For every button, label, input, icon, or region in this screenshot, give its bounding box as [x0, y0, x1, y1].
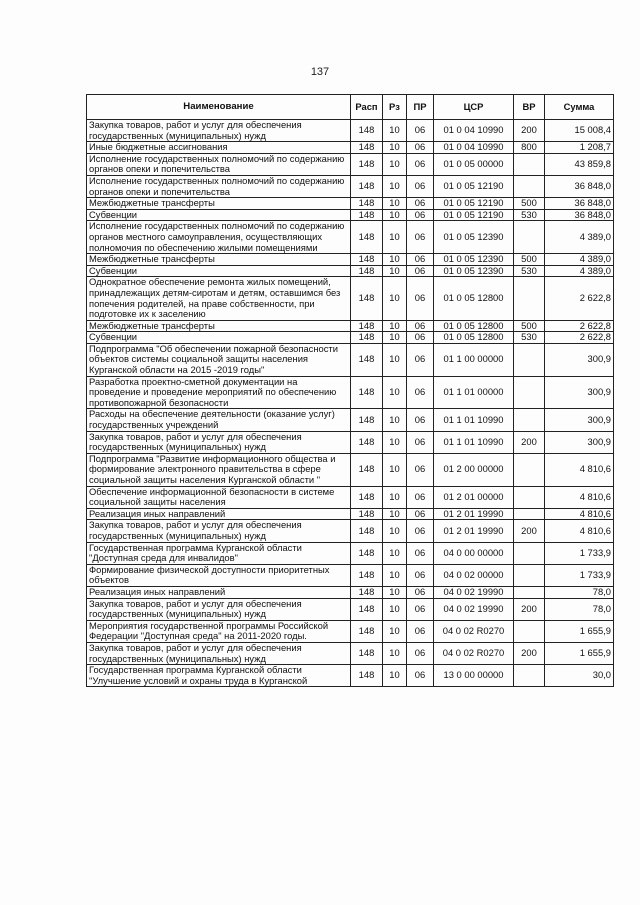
cell-rz: 10	[383, 409, 407, 431]
cell-sum: 4 810,6	[545, 508, 614, 520]
cell-csr: 01 1 01 00000	[434, 376, 514, 409]
cell-vr	[514, 453, 545, 486]
table-row	[87, 431, 614, 453]
cell-rasp: 148	[351, 198, 383, 210]
cell-csr: 04 0 02 19990	[434, 586, 514, 598]
cell-pr: 06	[407, 642, 434, 664]
cell-rasp: 148	[351, 332, 383, 344]
cell-rz: 10	[383, 620, 407, 642]
cell-rasp: 148	[351, 277, 383, 320]
cell-sum: 4 810,6	[545, 453, 614, 486]
cell-rz: 10	[383, 175, 407, 197]
cell-sum: 4 389,0	[545, 221, 614, 254]
cell-rasp: 148	[351, 486, 383, 508]
cell-vr: 530	[514, 209, 545, 221]
header-sum: Сумма	[545, 95, 614, 120]
cell-rz: 10	[383, 265, 407, 277]
cell-pr: 06	[407, 431, 434, 453]
cell-vr	[514, 508, 545, 520]
cell-sum: 1 655,9	[545, 620, 614, 642]
cell-csr: 01 2 00 00000	[434, 453, 514, 486]
cell-rasp: 148	[351, 120, 383, 142]
cell-rz: 10	[383, 120, 407, 142]
cell-pr: 06	[407, 520, 434, 542]
cell-vr	[514, 586, 545, 598]
cell-sum: 43 859,8	[545, 153, 614, 175]
table-header-row	[87, 95, 614, 120]
table-row	[87, 453, 614, 486]
cell-sum: 30,0	[545, 665, 614, 687]
cell-name: Государственная программа Курганской области "Улучшение условий и охраны труда в Курганской	[87, 665, 351, 687]
table-row	[87, 153, 614, 175]
cell-pr: 06	[407, 153, 434, 175]
cell-rasp: 148	[351, 153, 383, 175]
cell-csr: 04 0 02 R0270	[434, 620, 514, 642]
cell-sum: 300,9	[545, 409, 614, 431]
cell-name: Межбюджетные трансферты	[87, 254, 351, 266]
cell-pr: 06	[407, 254, 434, 266]
cell-csr: 01 0 05 12190	[434, 198, 514, 210]
table-row	[87, 564, 614, 586]
cell-csr: 04 0 02 R0270	[434, 642, 514, 664]
cell-name: Однократное обеспечение ремонта жилых помещений, принадлежащих детям-сиротам и детям, оставшимся без попечения родителей, на праве собственности, при подготовке их к заселению	[87, 277, 351, 320]
cell-csr: 01 1 01 10990	[434, 431, 514, 453]
cell-name: Государственная программа Курганской области "Доступная среда для инвалидов"	[87, 542, 351, 564]
cell-vr: 200	[514, 431, 545, 453]
cell-rasp: 148	[351, 343, 383, 376]
cell-rz: 10	[383, 198, 407, 210]
cell-sum: 1 655,9	[545, 642, 614, 664]
table-row	[87, 508, 614, 520]
cell-pr: 06	[407, 277, 434, 320]
cell-pr: 06	[407, 564, 434, 586]
cell-vr: 200	[514, 520, 545, 542]
cell-csr: 01 0 05 00000	[434, 153, 514, 175]
cell-rz: 10	[383, 642, 407, 664]
cell-vr: 500	[514, 198, 545, 210]
cell-sum: 300,9	[545, 343, 614, 376]
budget-table	[86, 94, 614, 687]
table-body	[87, 120, 614, 687]
cell-rasp: 148	[351, 142, 383, 154]
cell-name: Субвенции	[87, 265, 351, 277]
cell-name: Закупка товаров, работ и услуг для обеспечения государственных (муниципальных) нужд	[87, 520, 351, 542]
table-row	[87, 343, 614, 376]
cell-rasp: 148	[351, 320, 383, 332]
cell-sum: 36 848,0	[545, 209, 614, 221]
cell-rz: 10	[383, 453, 407, 486]
cell-vr	[514, 277, 545, 320]
cell-vr: 200	[514, 598, 545, 620]
cell-vr	[514, 376, 545, 409]
table-row	[87, 142, 614, 154]
cell-sum: 4 389,0	[545, 265, 614, 277]
table-row	[87, 175, 614, 197]
cell-rz: 10	[383, 221, 407, 254]
cell-sum: 36 848,0	[545, 175, 614, 197]
cell-vr	[514, 153, 545, 175]
table-row	[87, 320, 614, 332]
cell-name: Реализация иных направлений	[87, 508, 351, 520]
table-row	[87, 486, 614, 508]
cell-name: Субвенции	[87, 332, 351, 344]
table-row	[87, 209, 614, 221]
table-row	[87, 598, 614, 620]
cell-rz: 10	[383, 542, 407, 564]
cell-name: Исполнение государственных полномочий по содержанию органов опеки и попечительства	[87, 153, 351, 175]
cell-pr: 06	[407, 542, 434, 564]
cell-rasp: 148	[351, 209, 383, 221]
cell-vr	[514, 175, 545, 197]
table-row	[87, 120, 614, 142]
header-rz: Рз	[383, 95, 407, 120]
cell-sum: 2 622,8	[545, 332, 614, 344]
cell-name: Закупка товаров, работ и услуг для обеспечения государственных (муниципальных) нужд	[87, 431, 351, 453]
cell-sum: 2 622,8	[545, 277, 614, 320]
cell-name: Обеспечение информационной безопасности в системе социальной защиты населения	[87, 486, 351, 508]
table-row	[87, 376, 614, 409]
cell-pr: 06	[407, 265, 434, 277]
cell-name: Исполнение государственных полномочий по содержанию органов местного самоуправления, осуществляющих полномочия по обеспечению жилыми помещениями	[87, 221, 351, 254]
table-row	[87, 221, 614, 254]
cell-name: Межбюджетные трансферты	[87, 198, 351, 210]
table-row	[87, 520, 614, 542]
cell-csr: 01 0 04 10990	[434, 120, 514, 142]
cell-rasp: 148	[351, 586, 383, 598]
cell-rz: 10	[383, 520, 407, 542]
table-row	[87, 409, 614, 431]
cell-vr: 530	[514, 265, 545, 277]
cell-name: Закупка товаров, работ и услуг для обеспечения государственных (муниципальных) нужд	[87, 642, 351, 664]
cell-sum: 4 810,6	[545, 520, 614, 542]
cell-rasp: 148	[351, 254, 383, 266]
header-csr: ЦСР	[434, 95, 514, 120]
table-row	[87, 542, 614, 564]
cell-rz: 10	[383, 209, 407, 221]
cell-name: Расходы на обеспечение деятельности (оказание услуг) государственных учреждений	[87, 409, 351, 431]
header-rasp: Расп	[351, 95, 383, 120]
cell-vr	[514, 620, 545, 642]
cell-csr: 04 0 02 00000	[434, 564, 514, 586]
cell-sum: 300,9	[545, 376, 614, 409]
cell-sum: 1 733,9	[545, 542, 614, 564]
cell-rz: 10	[383, 332, 407, 344]
cell-csr: 04 0 02 19990	[434, 598, 514, 620]
cell-pr: 06	[407, 332, 434, 344]
cell-rz: 10	[383, 598, 407, 620]
cell-vr	[514, 542, 545, 564]
cell-csr: 01 0 05 12390	[434, 254, 514, 266]
cell-csr: 01 0 05 12390	[434, 265, 514, 277]
cell-rasp: 148	[351, 376, 383, 409]
cell-csr: 01 0 05 12800	[434, 277, 514, 320]
cell-sum: 15 008,4	[545, 120, 614, 142]
cell-rasp: 148	[351, 453, 383, 486]
cell-csr: 01 0 05 12190	[434, 209, 514, 221]
cell-csr: 01 0 05 12800	[434, 332, 514, 344]
cell-name: Реализация иных направлений	[87, 586, 351, 598]
cell-rasp: 148	[351, 520, 383, 542]
cell-vr	[514, 564, 545, 586]
cell-rz: 10	[383, 486, 407, 508]
page-number: 137	[310, 66, 330, 78]
cell-sum: 78,0	[545, 598, 614, 620]
cell-csr: 01 1 01 10990	[434, 409, 514, 431]
cell-vr	[514, 486, 545, 508]
cell-pr: 06	[407, 209, 434, 221]
cell-rasp: 148	[351, 620, 383, 642]
cell-name: Исполнение государственных полномочий по содержанию органов опеки и попечительства	[87, 175, 351, 197]
cell-vr	[514, 221, 545, 254]
table-row	[87, 586, 614, 598]
cell-rz: 10	[383, 142, 407, 154]
table-row	[87, 620, 614, 642]
cell-rasp: 148	[351, 265, 383, 277]
cell-name: Подпрограмма "Развитие информационного общества и формирование электронного правительства в сфере социальной защиты населения Курганской области "	[87, 453, 351, 486]
header-vr: ВР	[514, 95, 545, 120]
cell-rz: 10	[383, 665, 407, 687]
cell-rasp: 148	[351, 431, 383, 453]
cell-rz: 10	[383, 343, 407, 376]
cell-csr: 01 2 01 19990	[434, 508, 514, 520]
cell-csr: 01 1 00 00000	[434, 343, 514, 376]
cell-name: Закупка товаров, работ и услуг для обеспечения государственных (муниципальных) нужд	[87, 598, 351, 620]
cell-csr: 13 0 00 00000	[434, 665, 514, 687]
header-name: Наименование	[87, 95, 351, 120]
cell-pr: 06	[407, 376, 434, 409]
cell-rz: 10	[383, 277, 407, 320]
table-row	[87, 642, 614, 664]
cell-sum: 78,0	[545, 586, 614, 598]
table-row	[87, 332, 614, 344]
cell-pr: 06	[407, 221, 434, 254]
cell-rz: 10	[383, 153, 407, 175]
cell-pr: 06	[407, 486, 434, 508]
cell-rz: 10	[383, 320, 407, 332]
cell-rasp: 148	[351, 409, 383, 431]
cell-pr: 06	[407, 598, 434, 620]
cell-pr: 06	[407, 142, 434, 154]
cell-sum: 1 733,9	[545, 564, 614, 586]
cell-name: Субвенции	[87, 209, 351, 221]
cell-name: Мероприятия государственной программы Российской Федерации "Доступная среда" на 2011-2020 годы.	[87, 620, 351, 642]
cell-csr: 01 0 05 12800	[434, 320, 514, 332]
cell-rasp: 148	[351, 508, 383, 520]
cell-name: Формирование физической доступности приоритетных объектов	[87, 564, 351, 586]
cell-pr: 06	[407, 453, 434, 486]
cell-csr: 01 0 04 10990	[434, 142, 514, 154]
cell-rasp: 148	[351, 665, 383, 687]
cell-sum: 300,9	[545, 431, 614, 453]
cell-vr: 530	[514, 332, 545, 344]
cell-rasp: 148	[351, 598, 383, 620]
cell-pr: 06	[407, 320, 434, 332]
cell-name: Межбюджетные трансферты	[87, 320, 351, 332]
cell-vr: 500	[514, 254, 545, 266]
cell-vr	[514, 665, 545, 687]
table-row	[87, 665, 614, 687]
cell-csr: 04 0 00 00000	[434, 542, 514, 564]
cell-name: Разработка проектно-сметной документации на проведение и проведение мероприятий по обеспечению противопожарной безопасности	[87, 376, 351, 409]
table-row	[87, 198, 614, 210]
header-pr: ПР	[407, 95, 434, 120]
cell-rz: 10	[383, 586, 407, 598]
cell-csr: 01 2 01 19990	[434, 520, 514, 542]
cell-rz: 10	[383, 431, 407, 453]
cell-vr	[514, 409, 545, 431]
cell-rasp: 148	[351, 542, 383, 564]
cell-sum: 4 810,6	[545, 486, 614, 508]
cell-vr: 800	[514, 142, 545, 154]
cell-rz: 10	[383, 376, 407, 409]
cell-csr: 01 2 01 00000	[434, 486, 514, 508]
cell-name: Закупка товаров, работ и услуг для обеспечения государственных (муниципальных) нужд	[87, 120, 351, 142]
cell-vr	[514, 343, 545, 376]
cell-rasp: 148	[351, 564, 383, 586]
cell-rz: 10	[383, 564, 407, 586]
cell-pr: 06	[407, 175, 434, 197]
cell-sum: 2 622,8	[545, 320, 614, 332]
cell-sum: 4 389,0	[545, 254, 614, 266]
cell-pr: 06	[407, 665, 434, 687]
cell-sum: 1 208,7	[545, 142, 614, 154]
table-row	[87, 277, 614, 320]
cell-rz: 10	[383, 254, 407, 266]
cell-vr: 500	[514, 320, 545, 332]
cell-rasp: 148	[351, 221, 383, 254]
cell-rasp: 148	[351, 642, 383, 664]
cell-name: Иные бюджетные ассигнования	[87, 142, 351, 154]
cell-vr: 200	[514, 120, 545, 142]
cell-rasp: 148	[351, 175, 383, 197]
cell-pr: 06	[407, 620, 434, 642]
cell-vr: 200	[514, 642, 545, 664]
cell-csr: 01 0 05 12390	[434, 221, 514, 254]
cell-pr: 06	[407, 409, 434, 431]
cell-csr: 01 0 05 12190	[434, 175, 514, 197]
cell-pr: 06	[407, 120, 434, 142]
cell-rz: 10	[383, 508, 407, 520]
table-row	[87, 265, 614, 277]
cell-sum: 36 848,0	[545, 198, 614, 210]
cell-pr: 06	[407, 586, 434, 598]
cell-pr: 06	[407, 508, 434, 520]
cell-pr: 06	[407, 343, 434, 376]
cell-name: Подпрограмма "Об обеспечении пожарной безопасности объектов системы социальной защиты населения Курганской области на 2015 -2019 годы"	[87, 343, 351, 376]
cell-pr: 06	[407, 198, 434, 210]
table-row	[87, 254, 614, 266]
